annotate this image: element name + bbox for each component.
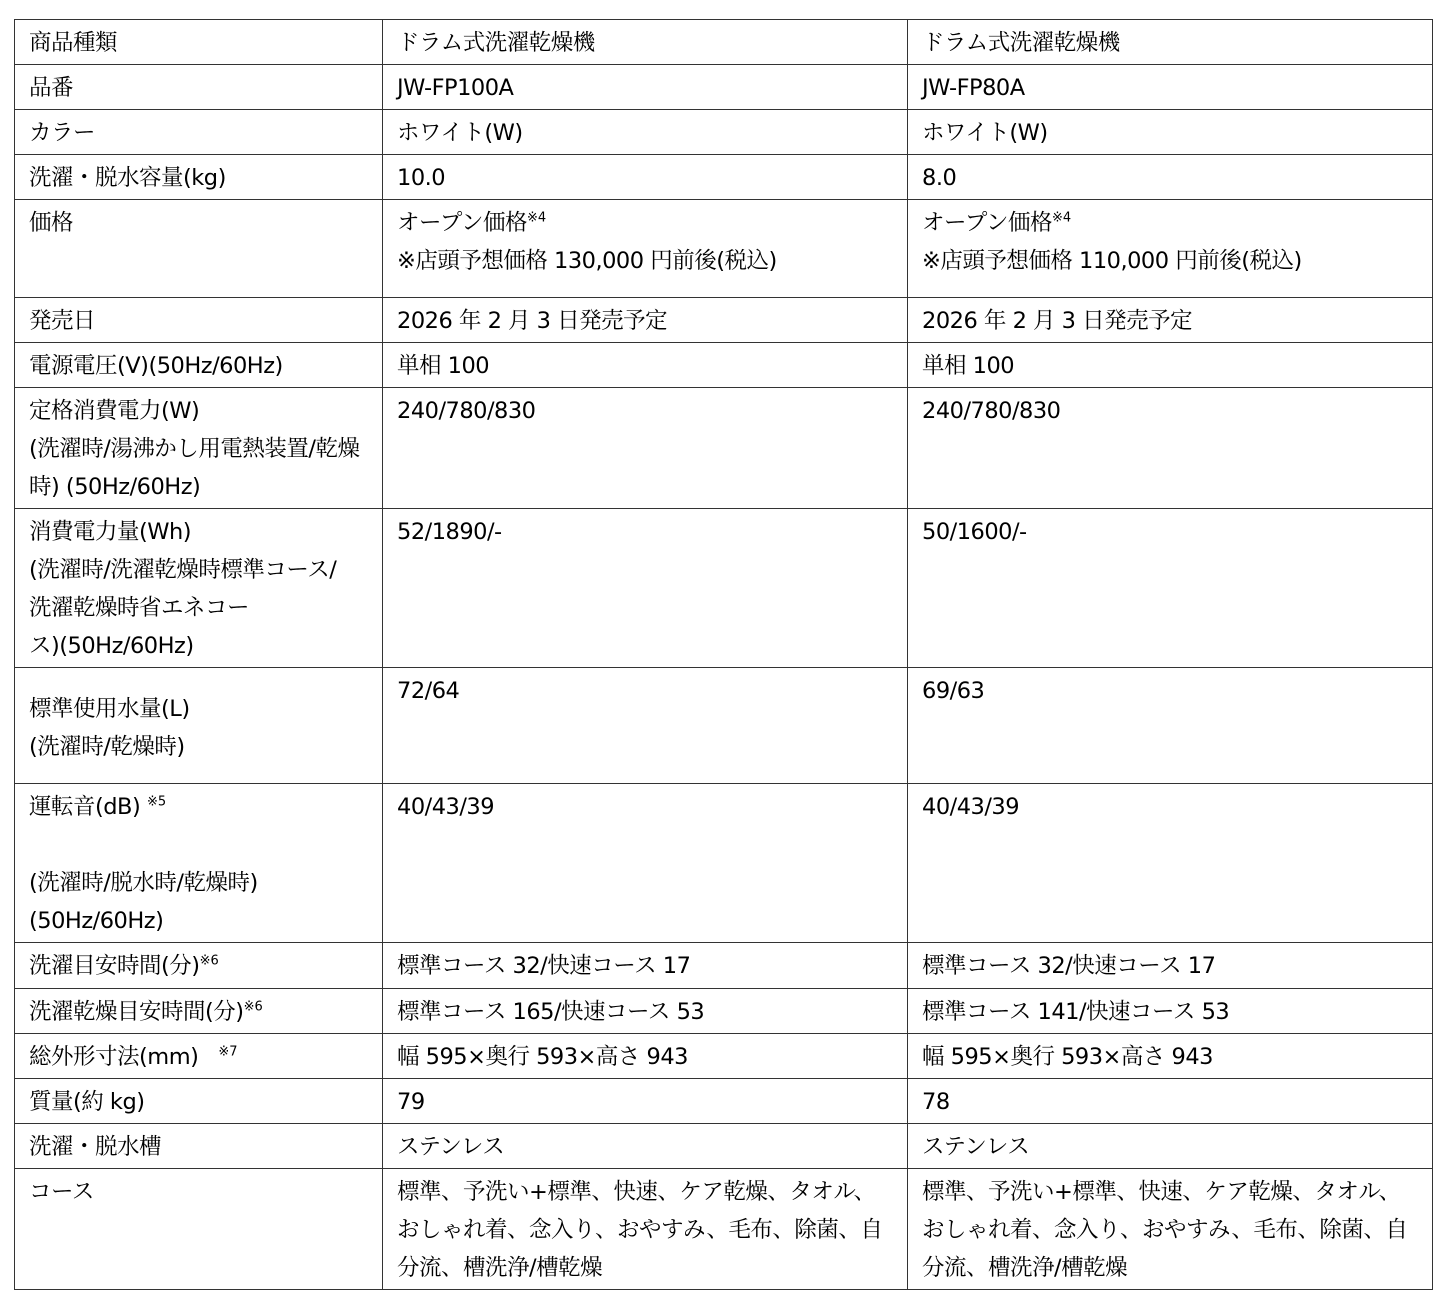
value-model-b: JW-FP80A xyxy=(908,65,1433,110)
value-model-a: JW-FP100A xyxy=(383,65,908,110)
value-model-a: 72/64 xyxy=(383,668,908,784)
table-row xyxy=(15,1079,1433,1124)
row-label: 消費電力量(Wh) (洗濯時/洗濯乾燥時標準コース/ 洗濯乾燥時省エネコー ス)(50Hz/60Hz) xyxy=(15,509,383,668)
value-model-a: 標準コース 165/快速コース 53 xyxy=(383,989,908,1034)
value-model-b: ドラム式洗濯乾燥機 xyxy=(908,20,1433,65)
value-model-a: 240/780/830 xyxy=(383,388,908,509)
value-model-b: 69/63 xyxy=(908,668,1433,784)
row-label: 定格消費電力(W) (洗濯時/湯沸かし用電熱装置/乾燥時) (50Hz/60Hz) xyxy=(15,388,383,509)
row-label: 価格 xyxy=(15,200,383,298)
value-model-b: 幅 595×奥行 593×高さ 943 xyxy=(908,1034,1433,1079)
row-label: カラー xyxy=(15,110,383,155)
value-model-a: 幅 595×奥行 593×高さ 943 xyxy=(383,1034,908,1079)
value-model-b: 50/1600/- xyxy=(908,509,1433,668)
value-model-b: 2026 年 2 月 3 日発売予定 xyxy=(908,298,1433,343)
price-estimate: ※店頭予想価格 110,000 円前後(税込) xyxy=(922,248,1302,274)
footnote-mark: ※6 xyxy=(243,999,263,1015)
table-row xyxy=(15,388,1433,509)
value-model-a: 40/43/39 xyxy=(383,784,908,943)
row-label: 洗濯・脱水容量(kg) xyxy=(15,155,383,200)
row-label: コース xyxy=(15,1169,383,1290)
table-row xyxy=(15,509,1433,668)
row-label: 電源電圧(V)(50Hz/60Hz) xyxy=(15,343,383,388)
value-model-a: 52/1890/- xyxy=(383,509,908,668)
row-label: 発売日 xyxy=(15,298,383,343)
price-text: オープン価格 xyxy=(922,210,1052,236)
value-model-a: ドラム式洗濯乾燥機 xyxy=(383,20,908,65)
row-label xyxy=(15,784,383,943)
value-model-a: 10.0 xyxy=(383,155,908,200)
row-label: 質量(約 kg) xyxy=(15,1079,383,1124)
row-label: 品番 xyxy=(15,65,383,110)
table-row xyxy=(15,668,1433,784)
row-label: 洗濯・脱水槽 xyxy=(15,1124,383,1169)
value-model-b: 240/780/830 xyxy=(908,388,1433,509)
price-text: オープン価格 xyxy=(397,210,527,236)
table-row xyxy=(15,298,1433,343)
value-model-b: 標準コース 141/快速コース 53 xyxy=(908,989,1433,1034)
table-row xyxy=(15,1169,1433,1290)
row-label xyxy=(15,1034,383,1079)
label-detail: (洗濯時/脱水時/乾燥時) (50Hz/60Hz) xyxy=(29,870,258,934)
price-estimate: ※店頭予想価格 130,000 円前後(税込) xyxy=(397,248,777,274)
value-model-b: ホワイト(W) xyxy=(908,110,1433,155)
table-row xyxy=(15,1124,1433,1169)
value-model-b: 78 xyxy=(908,1079,1433,1124)
table-row xyxy=(15,110,1433,155)
footnote-mark: ※4 xyxy=(526,210,547,226)
value-model-a: ステンレス xyxy=(383,1124,908,1169)
row-label xyxy=(15,943,383,989)
label-text: 洗濯乾燥目安時間(分) xyxy=(29,999,244,1025)
label-text: 洗濯目安時間(分) xyxy=(29,953,200,979)
footnote-mark: ※6 xyxy=(199,953,219,969)
value-model-a xyxy=(383,200,908,298)
footnote-mark: ※5 xyxy=(146,794,167,810)
value-model-b: 8.0 xyxy=(908,155,1433,200)
value-model-b xyxy=(908,200,1433,298)
value-model-b: 標準、予洗い+標準、快速、ケア乾燥、タオル、おしゃれ着、念入り、おやすみ、毛布、除菌、自分流、槽洗浄/槽乾燥 xyxy=(908,1169,1433,1290)
value-model-b: 単相 100 xyxy=(908,343,1433,388)
row-label: 商品種類 xyxy=(15,20,383,65)
value-model-a: 単相 100 xyxy=(383,343,908,388)
value-model-b: 標準コース 32/快速コース 17 xyxy=(908,943,1433,989)
value-model-b: ステンレス xyxy=(908,1124,1433,1169)
row-label xyxy=(15,989,383,1034)
spec-table xyxy=(14,19,1433,1290)
table-row xyxy=(15,343,1433,388)
value-model-a: 2026 年 2 月 3 日発売予定 xyxy=(383,298,908,343)
table-row xyxy=(15,155,1433,200)
table-row xyxy=(15,200,1433,298)
table-row xyxy=(15,943,1433,989)
footnote-mark: ※4 xyxy=(1051,210,1072,226)
footnote-mark: ※7 xyxy=(218,1044,238,1060)
row-label: 標準使用水量(L) (洗濯時/乾燥時) xyxy=(15,668,383,784)
label-text: 運転音(dB) xyxy=(29,794,141,820)
value-model-b: 40/43/39 xyxy=(908,784,1433,943)
value-model-a: ホワイト(W) xyxy=(383,110,908,155)
table-row xyxy=(15,784,1433,943)
table-row xyxy=(15,1034,1433,1079)
table-row xyxy=(15,65,1433,110)
value-model-a: 標準、予洗い+標準、快速、ケア乾燥、タオル、おしゃれ着、念入り、おやすみ、毛布、除菌、自分流、槽洗浄/槽乾燥 xyxy=(383,1169,908,1290)
value-model-a: 79 xyxy=(383,1079,908,1124)
table-row xyxy=(15,989,1433,1034)
value-model-a: 標準コース 32/快速コース 17 xyxy=(383,943,908,989)
label-text: 総外形寸法(mm) xyxy=(29,1044,199,1070)
table-row xyxy=(15,20,1433,65)
